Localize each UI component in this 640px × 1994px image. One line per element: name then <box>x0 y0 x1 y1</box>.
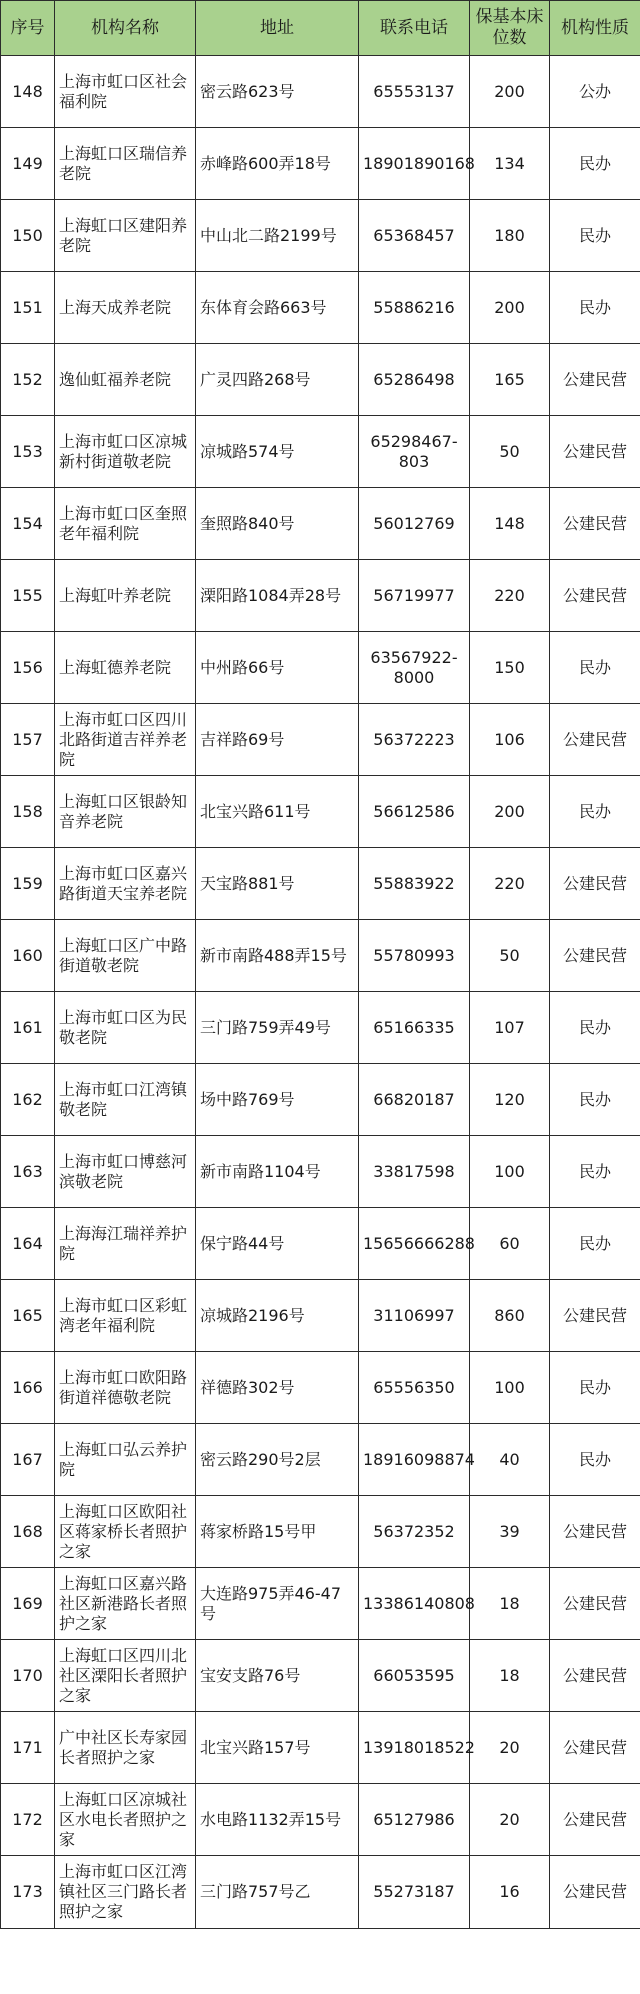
cell-index: 163 <box>1 1136 55 1208</box>
cell-basic-beds: 220 <box>470 848 550 920</box>
table-row <box>1 1208 640 1280</box>
table-row <box>1 1856 640 1929</box>
table-row <box>1 848 640 920</box>
cell-institution-type: 公建民营 <box>550 848 640 920</box>
cell-institution-name: 上海虹口区银龄知音养老院 <box>55 776 196 848</box>
table-row <box>1 776 640 848</box>
table-row <box>1 1136 640 1208</box>
cell-phone: 13918018522 <box>359 1712 470 1784</box>
cell-index: 173 <box>1 1856 55 1929</box>
cell-institution-type: 民办 <box>550 776 640 848</box>
cell-institution-type: 公建民营 <box>550 1640 640 1712</box>
table-row <box>1 416 640 488</box>
cell-address: 水电路1132弄15号 <box>196 1784 359 1856</box>
cell-institution-name: 上海市虹口区奎照老年福利院 <box>55 488 196 560</box>
cell-institution-name: 上海虹口区瑞信养老院 <box>55 128 196 200</box>
cell-index: 149 <box>1 128 55 200</box>
cell-index: 161 <box>1 992 55 1064</box>
cell-phone: 18901890168 <box>359 128 470 200</box>
cell-basic-beds: 165 <box>470 344 550 416</box>
cell-institution-name: 上海虹叶养老院 <box>55 560 196 632</box>
table-row <box>1 920 640 992</box>
cell-phone: 66820187 <box>359 1064 470 1136</box>
cell-phone: 15656666288 <box>359 1208 470 1280</box>
cell-basic-beds: 106 <box>470 704 550 776</box>
cell-institution-name: 上海市虹口区社会福利院 <box>55 56 196 128</box>
cell-phone: 63567922-8000 <box>359 632 470 704</box>
table-row <box>1 1496 640 1568</box>
cell-institution-type: 民办 <box>550 632 640 704</box>
cell-institution-name: 上海市虹口博慈河滨敬老院 <box>55 1136 196 1208</box>
cell-basic-beds: 40 <box>470 1424 550 1496</box>
cell-index: 171 <box>1 1712 55 1784</box>
cell-phone: 56372223 <box>359 704 470 776</box>
table-row <box>1 992 640 1064</box>
cell-institution-type: 公建民营 <box>550 1712 640 1784</box>
cell-institution-type: 民办 <box>550 1064 640 1136</box>
table-row <box>1 200 640 272</box>
cell-institution-type: 公建民营 <box>550 1784 640 1856</box>
cell-index: 169 <box>1 1568 55 1640</box>
cell-institution-type: 公建民营 <box>550 1568 640 1640</box>
cell-basic-beds: 200 <box>470 272 550 344</box>
cell-basic-beds: 860 <box>470 1280 550 1352</box>
cell-address: 凉城路2196号 <box>196 1280 359 1352</box>
cell-institution-type: 公建民营 <box>550 1856 640 1929</box>
cell-address: 密云路290号2层 <box>196 1424 359 1496</box>
cell-phone: 31106997 <box>359 1280 470 1352</box>
cell-basic-beds: 148 <box>470 488 550 560</box>
cell-phone: 56719977 <box>359 560 470 632</box>
cell-phone: 55883922 <box>359 848 470 920</box>
header-index: 序号 <box>1 1 55 56</box>
cell-institution-name: 广中社区长寿家园长者照护之家 <box>55 1712 196 1784</box>
cell-index: 160 <box>1 920 55 992</box>
cell-phone: 65286498 <box>359 344 470 416</box>
cell-address: 吉祥路69号 <box>196 704 359 776</box>
cell-index: 165 <box>1 1280 55 1352</box>
cell-phone: 55780993 <box>359 920 470 992</box>
cell-index: 168 <box>1 1496 55 1568</box>
cell-basic-beds: 18 <box>470 1640 550 1712</box>
cell-institution-name: 上海虹德养老院 <box>55 632 196 704</box>
cell-phone: 18916098874 <box>359 1424 470 1496</box>
header-phone: 联系电话 <box>359 1 470 56</box>
table-row <box>1 632 640 704</box>
cell-address: 密云路623号 <box>196 56 359 128</box>
header-address: 地址 <box>196 1 359 56</box>
cell-institution-name: 上海虹口弘云养护院 <box>55 1424 196 1496</box>
cell-institution-type: 民办 <box>550 1424 640 1496</box>
cell-address: 赤峰路600弄18号 <box>196 128 359 200</box>
cell-address: 大连路975弄46-47号 <box>196 1568 359 1640</box>
header-row <box>1 1 640 56</box>
cell-index: 151 <box>1 272 55 344</box>
cell-address: 宝安支路76号 <box>196 1640 359 1712</box>
cell-index: 170 <box>1 1640 55 1712</box>
cell-phone: 56012769 <box>359 488 470 560</box>
cell-institution-name: 上海虹口区建阳养老院 <box>55 200 196 272</box>
cell-address: 三门路757号乙 <box>196 1856 359 1929</box>
cell-institution-name: 上海虹口区欧阳社区蒋家桥长者照护之家 <box>55 1496 196 1568</box>
table-row <box>1 1424 640 1496</box>
table-row <box>1 488 640 560</box>
cell-address: 天宝路881号 <box>196 848 359 920</box>
cell-basic-beds: 150 <box>470 632 550 704</box>
cell-institution-name: 上海虹口区广中路街道敬老院 <box>55 920 196 992</box>
cell-phone: 65556350 <box>359 1352 470 1424</box>
cell-address: 北宝兴路157号 <box>196 1712 359 1784</box>
cell-basic-beds: 16 <box>470 1856 550 1929</box>
cell-basic-beds: 200 <box>470 776 550 848</box>
cell-address: 凉城路574号 <box>196 416 359 488</box>
cell-phone: 56372352 <box>359 1496 470 1568</box>
header-basic-beds: 保基本床位数 <box>470 1 550 56</box>
cell-address: 广灵四路268号 <box>196 344 359 416</box>
cell-institution-name: 上海市虹口区嘉兴路街道天宝养老院 <box>55 848 196 920</box>
cell-institution-type: 公办 <box>550 56 640 128</box>
cell-institution-type: 民办 <box>550 1208 640 1280</box>
table-row <box>1 560 640 632</box>
cell-index: 153 <box>1 416 55 488</box>
table-row <box>1 1784 640 1856</box>
cell-basic-beds: 60 <box>470 1208 550 1280</box>
cell-institution-type: 民办 <box>550 128 640 200</box>
cell-basic-beds: 180 <box>470 200 550 272</box>
cell-basic-beds: 134 <box>470 128 550 200</box>
cell-address: 北宝兴路611号 <box>196 776 359 848</box>
cell-address: 场中路769号 <box>196 1064 359 1136</box>
cell-basic-beds: 20 <box>470 1712 550 1784</box>
cell-phone: 65298467-803 <box>359 416 470 488</box>
cell-index: 154 <box>1 488 55 560</box>
table-row <box>1 704 640 776</box>
cell-basic-beds: 50 <box>470 416 550 488</box>
cell-institution-type: 公建民营 <box>550 704 640 776</box>
header-institution-name: 机构名称 <box>55 1 196 56</box>
table-body <box>1 56 640 1929</box>
cell-institution-type: 公建民营 <box>550 344 640 416</box>
table-row <box>1 1568 640 1640</box>
cell-phone: 65127986 <box>359 1784 470 1856</box>
cell-institution-name: 逸仙虹福养老院 <box>55 344 196 416</box>
table-row <box>1 1712 640 1784</box>
table-row <box>1 1640 640 1712</box>
cell-address: 蒋家桥路15号甲 <box>196 1496 359 1568</box>
cell-institution-name: 上海市虹口欧阳路街道祥德敬老院 <box>55 1352 196 1424</box>
cell-index: 150 <box>1 200 55 272</box>
cell-institution-type: 公建民营 <box>550 560 640 632</box>
cell-basic-beds: 18 <box>470 1568 550 1640</box>
cell-institution-type: 民办 <box>550 992 640 1064</box>
cell-address: 新市南路1104号 <box>196 1136 359 1208</box>
cell-phone: 13386140808 <box>359 1568 470 1640</box>
cell-basic-beds: 120 <box>470 1064 550 1136</box>
cell-index: 156 <box>1 632 55 704</box>
cell-phone: 55886216 <box>359 272 470 344</box>
cell-index: 167 <box>1 1424 55 1496</box>
header-institution-type: 机构性质 <box>550 1 640 56</box>
cell-address: 保宁路44号 <box>196 1208 359 1280</box>
table-row <box>1 1064 640 1136</box>
cell-index: 159 <box>1 848 55 920</box>
cell-index: 155 <box>1 560 55 632</box>
cell-address: 溧阳路1084弄28号 <box>196 560 359 632</box>
cell-phone: 65166335 <box>359 992 470 1064</box>
cell-phone: 33817598 <box>359 1136 470 1208</box>
table-row <box>1 56 640 128</box>
table-row <box>1 272 640 344</box>
cell-address: 祥德路302号 <box>196 1352 359 1424</box>
table-row <box>1 1280 640 1352</box>
cell-address: 中州路66号 <box>196 632 359 704</box>
cell-institution-name: 上海虹口区凉城社区水电长者照护之家 <box>55 1784 196 1856</box>
cell-index: 164 <box>1 1208 55 1280</box>
cell-institution-name: 上海市虹口区凉城新村街道敬老院 <box>55 416 196 488</box>
cell-address: 东体育会路663号 <box>196 272 359 344</box>
table-row <box>1 128 640 200</box>
table-row <box>1 344 640 416</box>
cell-basic-beds: 107 <box>470 992 550 1064</box>
cell-index: 166 <box>1 1352 55 1424</box>
table-header <box>1 1 640 56</box>
cell-institution-type: 公建民营 <box>550 488 640 560</box>
cell-address: 中山北二路2199号 <box>196 200 359 272</box>
cell-institution-name: 上海虹口区嘉兴路社区新港路长者照护之家 <box>55 1568 196 1640</box>
cell-phone: 56612586 <box>359 776 470 848</box>
cell-basic-beds: 220 <box>470 560 550 632</box>
cell-address: 新市南路488弄15号 <box>196 920 359 992</box>
cell-institution-name: 上海市虹口区四川北路街道吉祥养老院 <box>55 704 196 776</box>
cell-basic-beds: 200 <box>470 56 550 128</box>
cell-institution-type: 公建民营 <box>550 1280 640 1352</box>
cell-index: 172 <box>1 1784 55 1856</box>
cell-institution-type: 公建民营 <box>550 920 640 992</box>
cell-address: 奎照路840号 <box>196 488 359 560</box>
cell-basic-beds: 50 <box>470 920 550 992</box>
cell-institution-type: 民办 <box>550 272 640 344</box>
cell-phone: 66053595 <box>359 1640 470 1712</box>
cell-institution-type: 公建民营 <box>550 416 640 488</box>
cell-institution-name: 上海市虹口区为民敬老院 <box>55 992 196 1064</box>
cell-index: 158 <box>1 776 55 848</box>
cell-phone: 65368457 <box>359 200 470 272</box>
cell-basic-beds: 100 <box>470 1352 550 1424</box>
cell-basic-beds: 20 <box>470 1784 550 1856</box>
cell-institution-type: 公建民营 <box>550 1496 640 1568</box>
cell-index: 162 <box>1 1064 55 1136</box>
cell-index: 157 <box>1 704 55 776</box>
cell-institution-name: 上海市虹口区彩虹湾老年福利院 <box>55 1280 196 1352</box>
cell-institution-name: 上海海江瑞祥养护院 <box>55 1208 196 1280</box>
cell-institution-name: 上海天成养老院 <box>55 272 196 344</box>
cell-basic-beds: 39 <box>470 1496 550 1568</box>
cell-index: 148 <box>1 56 55 128</box>
cell-index: 152 <box>1 344 55 416</box>
cell-institution-name: 上海虹口区四川北社区溧阳长者照护之家 <box>55 1640 196 1712</box>
cell-address: 三门路759弄49号 <box>196 992 359 1064</box>
cell-phone: 55273187 <box>359 1856 470 1929</box>
cell-institution-type: 民办 <box>550 1352 640 1424</box>
cell-institution-type: 民办 <box>550 1136 640 1208</box>
cell-institution-type: 民办 <box>550 200 640 272</box>
cell-phone: 65553137 <box>359 56 470 128</box>
cell-basic-beds: 100 <box>470 1136 550 1208</box>
cell-institution-name: 上海市虹口区江湾镇社区三门路长者照护之家 <box>55 1856 196 1929</box>
cell-institution-name: 上海市虹口江湾镇敬老院 <box>55 1064 196 1136</box>
table-row <box>1 1352 640 1424</box>
